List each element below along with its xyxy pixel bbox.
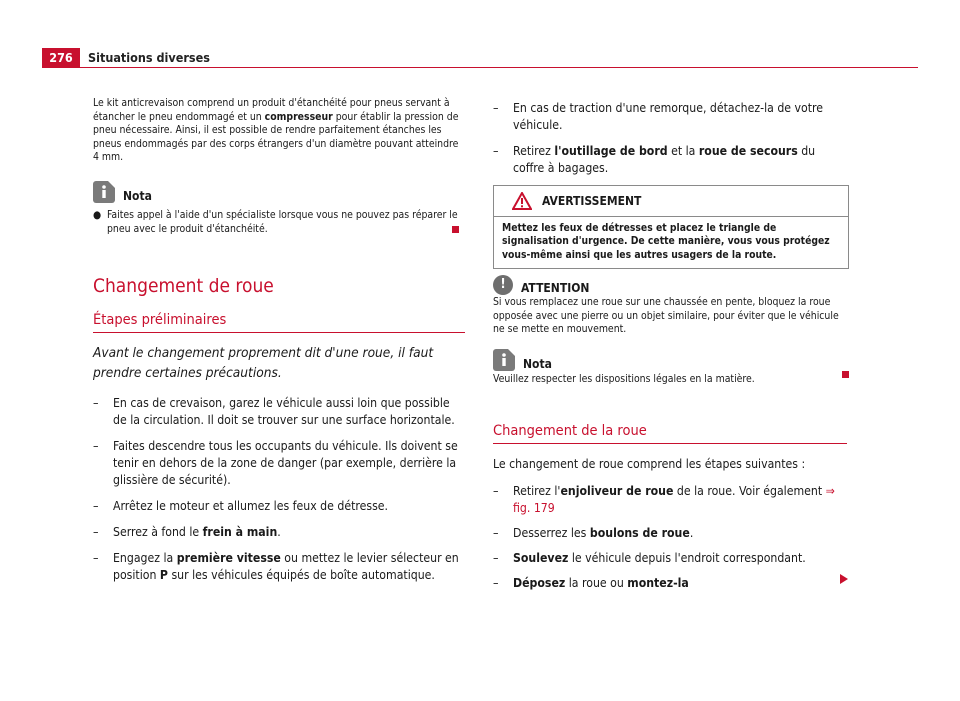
dash-bullet: –: [93, 525, 99, 540]
end-of-section-marker: [452, 226, 459, 233]
bold-term: Déposez: [513, 576, 566, 590]
list-item: [93, 498, 465, 515]
note-text: Veuillez respecter les dispositions légales en la matière.: [493, 373, 755, 385]
info-book-icon: [93, 181, 115, 203]
step-list-left: [93, 395, 465, 584]
warning-triangle-icon: [512, 192, 532, 210]
list-item-text: Déposez la roue ou montez-la: [513, 576, 689, 590]
list-item: [493, 550, 847, 567]
note-block-right: [493, 347, 849, 387]
list-item-text: Retirez l'outillage de bord et la roue de secours du coffre à bagages.: [513, 144, 816, 175]
list-item-text: Soulevez le véhicule depuis l'endroit correspondant.: [513, 551, 806, 565]
figure-reference-link[interactable]: ⇒ fig. 179: [513, 484, 835, 515]
bold-term: roue de secours: [698, 144, 798, 158]
list-item: [93, 550, 465, 584]
bold-term: Soulevez: [513, 551, 569, 565]
attention-text: Si vous remplacez une roue sur une chaussée en pente, bloquez la roue opposée avec une pierre ou un objet similaire, pour éviter que le véhicule ne se mette en mouvement.: [493, 296, 839, 336]
dash-bullet: –: [93, 439, 99, 454]
info-book-icon: [493, 349, 515, 371]
list-item: [93, 524, 465, 541]
dash-bullet: –: [493, 526, 499, 540]
dash-bullet: –: [93, 551, 99, 566]
bold-term: P: [159, 568, 168, 583]
exclamation-circle-icon: !: [493, 275, 513, 295]
attention-title: ATTENTION: [521, 281, 590, 295]
list-item: [93, 438, 465, 489]
dash-bullet: –: [493, 576, 499, 590]
bullet-icon: ●: [93, 208, 102, 221]
list-item: [493, 483, 847, 517]
step-list-right: [493, 483, 847, 592]
note-title: Nota: [523, 357, 552, 371]
note-block: [93, 179, 465, 236]
warning-box: [493, 185, 849, 269]
list-item-text: En cas de crevaison, garez le véhicule aussi loin que possible de la circulation. Il doit se trouver sur une surface horizontale.: [113, 396, 455, 428]
note-text-row: [93, 209, 465, 236]
bold-term: frein à main: [202, 525, 278, 540]
dash-bullet: –: [93, 396, 99, 411]
warning-title: AVERTISSEMENT: [542, 194, 642, 208]
warning-text: Mettez les feux de détresses et placez le triangle de signalisation d'urgence. De cette manière, vous vous protégez vous-même ainsi que les autres usagers de la route.: [502, 222, 830, 261]
dash-bullet: –: [493, 144, 499, 158]
list-item-text: En cas de traction d'une remorque, détachez-la de votre véhicule.: [513, 101, 823, 132]
page-number: 276: [42, 48, 80, 68]
bold-term: compresseur: [264, 110, 333, 123]
dash-bullet: –: [93, 499, 99, 514]
header-rule: [42, 67, 918, 68]
dash-bullet: –: [493, 484, 499, 498]
warning-header: [494, 186, 848, 217]
list-item: [493, 143, 849, 177]
bold-term: montez-la: [627, 576, 689, 590]
attention-block: [493, 273, 849, 337]
list-item-text: Engagez la première vitesse ou mettez le levier sélecteur en position P sur les véhicules équipés de boîte automatique.: [113, 551, 459, 583]
section-intro: Le changement de roue comprend les étapes suivantes :: [493, 457, 806, 471]
list-item-text: Arrêtez le moteur et allumez les feux de détresse.: [113, 499, 389, 514]
list-item-text: Faites descendre tous les occupants du véhicule. Ils doivent se tenir en dehors de la zone de danger (par exemple, derrière la glissière de sécurité).: [113, 439, 458, 488]
note-text: Faites appel à l'aide d'un spécialiste lorsque vous ne pouvez pas réparer le pneu avec le produit d'étanchéité.: [107, 208, 458, 235]
subsection-title: Étapes préliminaires: [93, 312, 465, 333]
note-title: Nota: [123, 188, 152, 203]
bold-term: première vitesse: [176, 551, 281, 566]
sealant-kit-paragraph: Le kit anticrevaison comprend un produit d'étanchéité pour pneus servant à étancher le pneu endommagé et un compresseur pour établir la pression de pneu nécessaire. Ainsi, il est possible de rendre parfaitement étanches les pneus endommagés par des corps étrangers d'un diamètre pouvant atteindre 4 mm.: [93, 97, 459, 164]
list-item-text: Retirez l'enjoliveur de roue de la roue. Voir également ⇒ fig. 179: [513, 484, 835, 515]
page-header: [42, 48, 918, 68]
list-item: [93, 395, 465, 429]
bold-term: boulons de roue: [589, 526, 690, 540]
right-column: [493, 100, 849, 177]
end-of-section-marker: [842, 371, 849, 378]
wheel-change-section: [493, 423, 847, 592]
chapter-title: Situations diverses: [88, 50, 210, 65]
list-item-text: Serrez à fond le frein à main.: [113, 525, 281, 540]
left-column: [93, 97, 465, 584]
bold-term: l'outillage de bord: [554, 144, 668, 158]
bold-term: enjoliveur de roue: [560, 484, 674, 498]
dash-bullet: –: [493, 101, 499, 115]
list-item: [493, 525, 847, 542]
continue-arrow-icon: [840, 574, 848, 584]
section-title: Changement de la roue: [493, 423, 847, 444]
list-item: [493, 100, 849, 134]
section-title: Changement de roue: [93, 275, 274, 298]
dash-bullet: –: [493, 551, 499, 565]
list-item: [493, 575, 847, 592]
list-item-text: Desserrez les boulons de roue.: [513, 526, 694, 540]
lead-paragraph: Avant le changement proprement dit d'une roue, il faut prendre certaines précautions.: [93, 345, 434, 382]
